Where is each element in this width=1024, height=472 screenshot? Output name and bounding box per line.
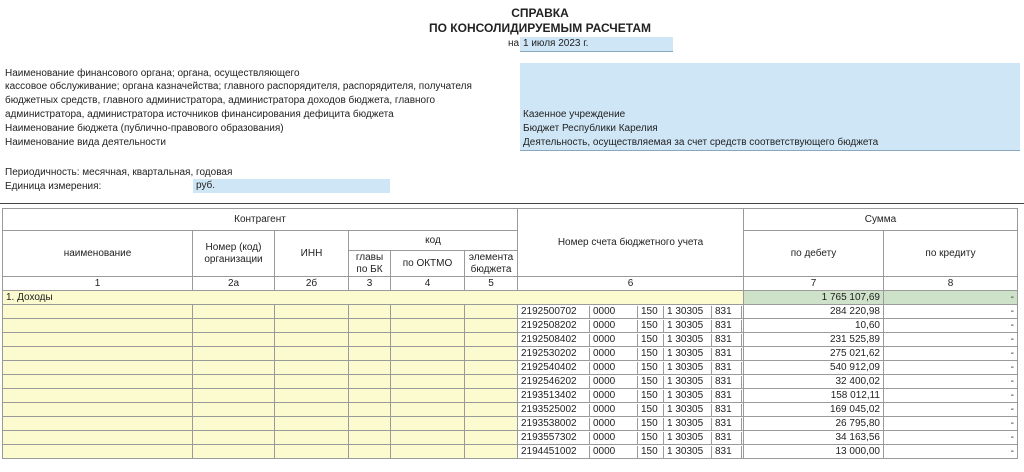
activity-value[interactable]: Деятельность, осуществляемая за счет средств соответствующего бюджета xyxy=(520,136,1020,151)
empty-cell[interactable] xyxy=(193,417,275,431)
account-segment: 150 xyxy=(638,404,664,416)
account-segment: 1 30305 xyxy=(664,376,712,388)
empty-cell[interactable] xyxy=(193,319,275,333)
unit-value[interactable]: руб. xyxy=(193,179,390,193)
empty-cell[interactable] xyxy=(3,389,193,403)
table-row[interactable] xyxy=(3,389,1018,403)
account-segment: 150 xyxy=(638,432,664,444)
account-cell[interactable] xyxy=(518,361,744,375)
credit-cell[interactable]: - xyxy=(884,431,1018,445)
account-segment: 0000 xyxy=(590,334,638,346)
empty-cell[interactable] xyxy=(391,403,465,417)
empty-cell[interactable] xyxy=(391,417,465,431)
debit-cell[interactable]: 158 012,11 xyxy=(744,389,884,403)
account-segment: 831 xyxy=(712,404,742,416)
empty-cell[interactable] xyxy=(3,375,193,389)
table-row[interactable] xyxy=(3,431,1018,445)
account-segment: 1 30305 xyxy=(664,362,712,374)
empty-cell[interactable] xyxy=(349,347,391,361)
empty-cell[interactable] xyxy=(391,305,465,319)
account-segment: 2192540402 xyxy=(518,362,590,374)
section-row xyxy=(3,291,1018,305)
empty-cell[interactable] xyxy=(349,389,391,403)
empty-cell[interactable] xyxy=(391,445,465,459)
col-number: 2а xyxy=(193,277,275,291)
empty-cell[interactable] xyxy=(3,431,193,445)
account-segment: 150 xyxy=(638,306,664,318)
table-row[interactable] xyxy=(3,361,1018,375)
unit-label: Единица измерения: xyxy=(5,181,102,192)
account-segment: 150 xyxy=(638,446,664,458)
empty-cell[interactable] xyxy=(193,445,275,459)
debit-cell[interactable]: 10,60 xyxy=(744,319,884,333)
account-cell[interactable] xyxy=(518,389,744,403)
empty-cell[interactable] xyxy=(3,361,193,375)
empty-cell[interactable] xyxy=(193,431,275,445)
empty-cell[interactable] xyxy=(465,361,518,375)
empty-cell[interactable] xyxy=(349,333,391,347)
header-account: Номер счета бюджетного учета xyxy=(518,209,744,277)
account-segment: 0000 xyxy=(590,376,638,388)
empty-cell[interactable] xyxy=(465,347,518,361)
date-prefix: на xyxy=(508,38,520,49)
account-cell[interactable] xyxy=(518,417,744,431)
consolidated-table xyxy=(2,208,1018,459)
activity-label: Наименование вида деятельности xyxy=(5,137,166,148)
empty-cell[interactable] xyxy=(349,417,391,431)
table-row[interactable] xyxy=(3,347,1018,361)
table-top-rule xyxy=(0,203,1024,204)
account-segment: 2192508202 xyxy=(518,320,590,332)
empty-cell[interactable] xyxy=(349,305,391,319)
debit-cell[interactable]: 169 045,02 xyxy=(744,403,884,417)
empty-cell[interactable] xyxy=(193,389,275,403)
empty-cell[interactable] xyxy=(349,431,391,445)
org-value[interactable]: Казенное учреждение xyxy=(520,108,1020,123)
empty-cell[interactable] xyxy=(3,305,193,319)
report-date[interactable]: 1 июля 2023 г. xyxy=(520,37,673,52)
table-row[interactable] xyxy=(3,403,1018,417)
budget-value[interactable]: Бюджет Республики Карелия xyxy=(520,122,1020,137)
header-org-code: Номер (код) организации xyxy=(193,231,275,277)
account-segment: 2193557302 xyxy=(518,432,590,444)
empty-cell[interactable] xyxy=(275,319,349,333)
empty-cell[interactable] xyxy=(391,319,465,333)
credit-cell[interactable]: - xyxy=(884,305,1018,319)
account-segment: 0000 xyxy=(590,404,638,416)
org-input-area[interactable] xyxy=(520,63,1020,108)
table-row[interactable] xyxy=(3,445,1018,459)
empty-cell[interactable] xyxy=(193,403,275,417)
empty-cell[interactable] xyxy=(275,305,349,319)
empty-cell[interactable] xyxy=(349,445,391,459)
account-segment: 0000 xyxy=(590,432,638,444)
account-segment: 150 xyxy=(638,390,664,402)
account-segment: 831 xyxy=(712,418,742,430)
table-row[interactable] xyxy=(3,417,1018,431)
empty-cell[interactable] xyxy=(3,417,193,431)
account-segment: 831 xyxy=(712,446,742,458)
account-segment: 831 xyxy=(712,320,742,332)
account-segment: 1 30305 xyxy=(664,446,712,458)
org-label-line-3: бюджетных средств, главного администратора, администратора доходов бюджета, главного xyxy=(5,95,436,106)
header-oktmo: по ОКТМО xyxy=(391,251,465,277)
account-segment: 1 30305 xyxy=(664,418,712,430)
credit-cell[interactable]: - xyxy=(884,347,1018,361)
account-segment: 0000 xyxy=(590,320,638,332)
account-segment: 831 xyxy=(712,390,742,402)
account-segment: 150 xyxy=(638,418,664,430)
account-segment: 831 xyxy=(712,306,742,318)
empty-cell[interactable] xyxy=(465,403,518,417)
account-cell[interactable] xyxy=(518,431,744,445)
col-number: 1 xyxy=(3,277,193,291)
account-segment: 2192500702 xyxy=(518,306,590,318)
account-segment: 1 30305 xyxy=(664,390,712,402)
account-cell[interactable] xyxy=(518,333,744,347)
doc-subtitle: ПО КОНСОЛИДИРУЕМЫМ РАСЧЕТАМ xyxy=(429,21,651,35)
org-label-line-1: Наименование финансового органа; органа, осуществляющего xyxy=(5,68,300,79)
empty-cell[interactable] xyxy=(275,403,349,417)
empty-cell[interactable] xyxy=(275,431,349,445)
empty-cell[interactable] xyxy=(465,305,518,319)
account-segment: 2192546202 xyxy=(518,376,590,388)
credit-cell[interactable]: - xyxy=(884,403,1018,417)
debit-cell[interactable]: 34 163,56 xyxy=(744,431,884,445)
empty-cell[interactable] xyxy=(391,431,465,445)
account-segment: 831 xyxy=(712,376,742,388)
section-total: 1 765 107,69 xyxy=(744,291,884,305)
empty-cell[interactable] xyxy=(465,333,518,347)
header-inn: ИНН xyxy=(275,231,349,277)
account-segment: 150 xyxy=(638,348,664,360)
empty-cell[interactable] xyxy=(275,417,349,431)
account-segment: 1 30305 xyxy=(664,306,712,318)
account-segment: 150 xyxy=(638,320,664,332)
empty-cell[interactable] xyxy=(193,347,275,361)
empty-cell[interactable] xyxy=(193,375,275,389)
empty-cell[interactable] xyxy=(3,445,193,459)
empty-cell[interactable] xyxy=(391,389,465,403)
org-label-line-2: кассовое обслуживание; органа казначейства; главного распорядителя, распорядителя, получателя xyxy=(5,81,472,92)
empty-cell[interactable] xyxy=(391,375,465,389)
account-segment: 1 30305 xyxy=(664,320,712,332)
section-label: 1. Доходы xyxy=(3,291,744,305)
empty-cell[interactable] xyxy=(349,375,391,389)
account-segment: 0000 xyxy=(590,362,638,374)
account-segment: 2193513402 xyxy=(518,390,590,402)
empty-cell[interactable] xyxy=(275,389,349,403)
account-segment: 2192530202 xyxy=(518,348,590,360)
col-number: 2б xyxy=(275,277,349,291)
account-cell[interactable] xyxy=(518,445,744,459)
account-cell[interactable] xyxy=(518,319,744,333)
account-cell[interactable] xyxy=(518,347,744,361)
col-number: 3 xyxy=(349,277,391,291)
empty-cell[interactable] xyxy=(3,319,193,333)
debit-cell[interactable]: 32 400,02 xyxy=(744,375,884,389)
credit-cell[interactable]: - xyxy=(884,417,1018,431)
account-segment: 0000 xyxy=(590,306,638,318)
table-row[interactable] xyxy=(3,305,1018,319)
account-segment: 150 xyxy=(638,376,664,388)
account-cell[interactable] xyxy=(518,375,744,389)
header-sum: Сумма xyxy=(744,209,1018,231)
account-cell[interactable] xyxy=(518,305,744,319)
debit-cell[interactable]: 26 795,80 xyxy=(744,417,884,431)
org-label-line-4: администратора, администратора источников финансирования дефицита бюджета xyxy=(5,109,394,120)
account-segment: 831 xyxy=(712,432,742,444)
empty-cell[interactable] xyxy=(275,333,349,347)
empty-cell[interactable] xyxy=(349,361,391,375)
account-segment: 150 xyxy=(638,362,664,374)
account-segment: 1 30305 xyxy=(664,432,712,444)
empty-cell[interactable] xyxy=(275,347,349,361)
debit-cell[interactable]: 275 021,62 xyxy=(744,347,884,361)
empty-cell[interactable] xyxy=(465,375,518,389)
empty-cell[interactable] xyxy=(465,319,518,333)
empty-cell[interactable] xyxy=(193,305,275,319)
account-segment: 0000 xyxy=(590,390,638,402)
empty-cell[interactable] xyxy=(391,333,465,347)
empty-cell[interactable] xyxy=(465,417,518,431)
debit-cell[interactable]: 284 220,98 xyxy=(744,305,884,319)
account-segment: 1 30305 xyxy=(664,348,712,360)
empty-cell[interactable] xyxy=(3,347,193,361)
credit-cell[interactable]: - xyxy=(884,361,1018,375)
account-segment: 2194451002 xyxy=(518,446,590,458)
account-segment: 0000 xyxy=(590,418,638,430)
empty-cell[interactable] xyxy=(275,445,349,459)
empty-cell[interactable] xyxy=(391,347,465,361)
col-number: 4 xyxy=(391,277,465,291)
account-segment: 0000 xyxy=(590,348,638,360)
header-elem: элемента бюджета xyxy=(465,251,518,277)
header-bk: главы по БК xyxy=(349,251,391,277)
col-number: 5 xyxy=(465,277,518,291)
empty-cell[interactable] xyxy=(349,403,391,417)
section-credit: - xyxy=(884,291,1018,305)
account-segment: 150 xyxy=(638,334,664,346)
credit-cell[interactable]: - xyxy=(884,333,1018,347)
empty-cell[interactable] xyxy=(275,375,349,389)
empty-cell[interactable] xyxy=(193,333,275,347)
account-segment: 831 xyxy=(712,348,742,360)
header-name: наименование xyxy=(3,231,193,277)
header-credit: по кредиту xyxy=(884,231,1018,277)
col-number: 6 xyxy=(518,277,744,291)
header-counterparty: Контрагент xyxy=(3,209,518,231)
empty-cell[interactable] xyxy=(275,361,349,375)
credit-cell[interactable]: - xyxy=(884,319,1018,333)
credit-cell[interactable]: - xyxy=(884,375,1018,389)
header-debit: по дебету xyxy=(744,231,884,277)
empty-cell[interactable] xyxy=(3,403,193,417)
account-segment: 2193538002 xyxy=(518,418,590,430)
account-segment: 0000 xyxy=(590,446,638,458)
account-segment: 831 xyxy=(712,362,742,374)
header-code: код xyxy=(349,231,518,251)
col-number: 7 xyxy=(744,277,884,291)
doc-title: СПРАВКА xyxy=(511,6,569,20)
account-segment: 2192508402 xyxy=(518,334,590,346)
periodicity-label: Периодичность: месячная, квартальная, годовая xyxy=(5,167,233,178)
account-cell[interactable] xyxy=(518,403,744,417)
debit-cell[interactable]: 540 912,09 xyxy=(744,361,884,375)
empty-cell[interactable] xyxy=(349,319,391,333)
debit-cell[interactable]: 13 000,00 xyxy=(744,445,884,459)
empty-cell[interactable] xyxy=(391,361,465,375)
empty-cell[interactable] xyxy=(3,333,193,347)
account-segment: 1 30305 xyxy=(664,334,712,346)
account-segment: 831 xyxy=(712,334,742,346)
table-row[interactable] xyxy=(3,319,1018,333)
empty-cell[interactable] xyxy=(465,389,518,403)
account-segment: 1 30305 xyxy=(664,404,712,416)
table-row[interactable] xyxy=(3,333,1018,347)
credit-cell[interactable]: - xyxy=(884,445,1018,459)
credit-cell[interactable]: - xyxy=(884,389,1018,403)
debit-cell[interactable]: 231 525,89 xyxy=(744,333,884,347)
account-segment: 2193525002 xyxy=(518,404,590,416)
col-number: 8 xyxy=(884,277,1018,291)
table-row[interactable] xyxy=(3,375,1018,389)
empty-cell[interactable] xyxy=(193,361,275,375)
empty-cell[interactable] xyxy=(465,445,518,459)
empty-cell[interactable] xyxy=(465,431,518,445)
budget-label: Наименование бюджета (публично-правового образования) xyxy=(5,123,284,134)
